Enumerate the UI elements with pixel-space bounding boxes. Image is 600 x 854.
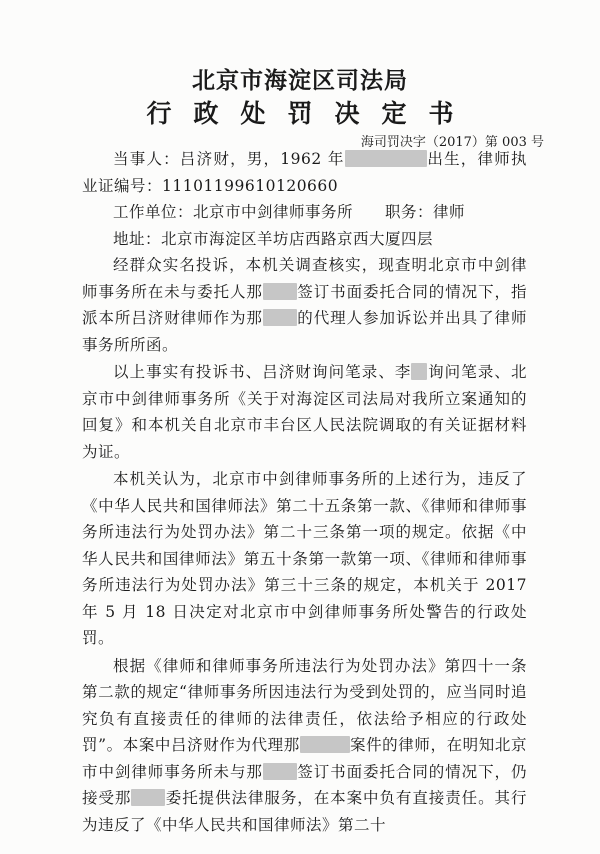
basis-text-d: 委托提供法律服务，在本案中负有直接责任。其行为违反了《中华人民共和国律师法》第二十 xyxy=(82,789,527,834)
facts-paragraph xyxy=(82,252,527,358)
party-name-paragraph xyxy=(82,146,527,199)
party-license-text: 出生，律师执业证编号：11101199610120660 xyxy=(82,150,527,195)
work-unit-paragraph: 工作单位：北京市中剑律师事务所 职务：律师 xyxy=(113,203,466,221)
basis-text-b: 案件的律师，在明知北京市中剑律师事务所未与那 xyxy=(82,736,527,781)
basis-text-c: 签订书面委托合同的情况下，仍接受那 xyxy=(82,762,527,807)
document-number: 海司罚决字（2017）第 003 号 xyxy=(360,135,544,150)
evidence-text-a: 以上事实有投诉书、吕济财询问笔录、李 xyxy=(113,363,412,381)
party-name-text: 当事人：吕济财，男，1962 年 xyxy=(113,150,345,168)
redaction-block xyxy=(263,763,297,780)
facts-text-b: 签订书面委托合同的情况下，指派本所吕济财律师作为那 xyxy=(82,282,527,327)
redaction-block xyxy=(263,283,297,300)
finding-paragraph: 本机关认为，北京市中剑律师事务所的上述行为，违反了《中华人民共和国律师法》第二十五条第一款、《律师和律师事务所违法行为处罚办法》第二十三条第一项的规定。依据《中华人民共和国律师法》第五十条第一款第一项、《律师和律师事务所违法行为处罚办法》第三十三条的规定，本机关于 2017 年 5 月 18 日决定对北京市中剑律师事务所处警告的行政处罚。 xyxy=(82,470,527,647)
document-title: 行政处罚决定书 xyxy=(146,99,476,128)
address-paragraph: 地址：北京市海淀区羊坊店西路京西大厦四层 xyxy=(113,229,434,248)
redaction-block xyxy=(131,789,165,806)
evidence-text-b: 询问笔录、北京市中剑律师事务所《关于对海淀区司法局对我所立案通知的回复》和本机关自北京市丰台区人民法院调取的有关证据材料为证。 xyxy=(82,363,527,461)
basis-paragraph xyxy=(82,653,527,839)
facts-text-c: 的代理人参加诉讼并出具了律师事务所所函。 xyxy=(82,309,527,354)
redaction-block xyxy=(345,150,427,167)
document-body xyxy=(82,146,527,838)
organization-title: 北京市海淀区司法局 xyxy=(192,68,408,94)
evidence-paragraph xyxy=(82,359,527,465)
redaction-block xyxy=(300,736,350,753)
facts-text-a: 经群众实名投诉，本机关调查核实，现查明北京市中剑律师事务所在未与委托人那 xyxy=(82,256,527,301)
redaction-block xyxy=(411,363,427,380)
redaction-block xyxy=(263,309,297,326)
basis-text-a: 根据《律师和律师事务所违法行为处罚办法》第四十一条第二款的规定“律师事务所因违法行为受到处罚的，应当同时追究负有直接责任的律师的法律责任，依法给予相应的行政处罚”。本案中吕济财作为代理那 xyxy=(82,656,527,754)
